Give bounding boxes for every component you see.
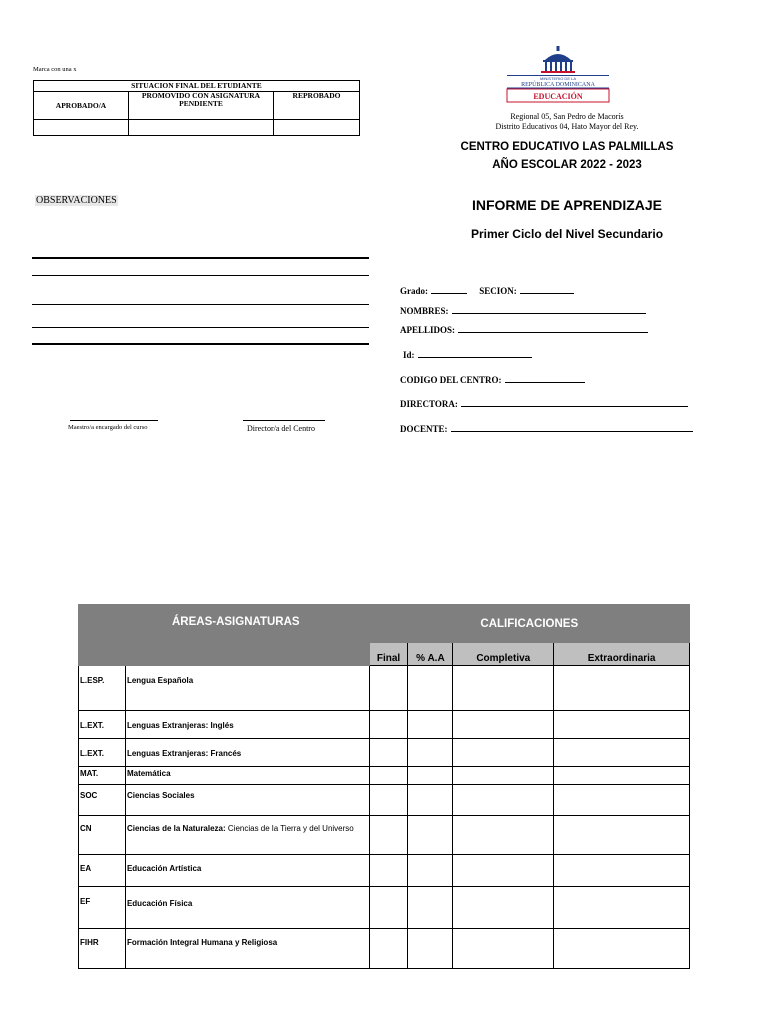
apellidos-label: APELLIDOS:	[400, 325, 456, 335]
grade-cell[interactable]	[453, 785, 554, 816]
grade-cell[interactable]	[369, 855, 408, 887]
cell-promovido[interactable]	[129, 120, 274, 136]
calificaciones-header: CALIFICACIONES	[369, 605, 689, 643]
obs-line[interactable]	[32, 304, 369, 305]
table-row	[79, 785, 690, 816]
row-subject-name: Educación Artística	[126, 864, 202, 873]
svg-text:EDUCACIÓN: EDUCACIÓN	[533, 92, 583, 101]
row-subject-name: Lengua Española	[126, 676, 194, 685]
directora-line[interactable]	[461, 398, 688, 407]
grade-cell[interactable]	[369, 785, 408, 816]
grade-cell[interactable]	[369, 767, 408, 785]
grade-cell[interactable]	[369, 887, 408, 929]
grade-cell[interactable]	[369, 929, 408, 969]
row-subject	[125, 767, 369, 785]
col-aprobado: APROBADO/A	[34, 92, 129, 120]
grade-cell[interactable]	[369, 711, 408, 739]
grade-cell[interactable]	[369, 816, 408, 855]
grade-cell[interactable]	[453, 816, 554, 855]
marca-note: Marca con una x	[33, 66, 77, 73]
docente-line[interactable]	[451, 423, 693, 432]
directora-label: DIRECTORA:	[400, 399, 458, 409]
row-subject	[125, 887, 369, 929]
id-field[interactable]	[403, 349, 532, 360]
grade-cell[interactable]	[408, 816, 453, 855]
row-subject-name: Lenguas Extranjeras: Inglés	[126, 721, 234, 730]
codigo-line[interactable]	[505, 374, 585, 383]
col-reprobado: REPROBADO	[274, 92, 360, 120]
row-subject	[125, 739, 369, 767]
grade-cell[interactable]	[554, 785, 690, 816]
grades-table	[78, 604, 690, 969]
grade-cell[interactable]	[408, 739, 453, 767]
row-subject	[125, 929, 369, 969]
svg-text:MINISTERIO DE LA: MINISTERIO DE LA	[539, 76, 577, 81]
obs-line[interactable]	[32, 343, 369, 345]
observaciones-label: OBSERVACIONES	[36, 195, 117, 206]
table-row	[79, 855, 690, 887]
director-signature-line	[243, 420, 325, 421]
situation-table	[33, 80, 360, 136]
distrito-text: Distrito Educativos 04, Hato Mayor del Rey.	[495, 122, 639, 131]
school-year: AÑO ESCOLAR 2022 - 2023	[492, 159, 642, 171]
grade-cell[interactable]	[453, 887, 554, 929]
grade-cell[interactable]	[453, 767, 554, 785]
grade-cell[interactable]	[453, 739, 554, 767]
table-row	[79, 739, 690, 767]
ministry-seal-icon	[493, 44, 623, 104]
director-signature-label: Director/a del Centro	[247, 424, 315, 433]
maestro-signature-line	[70, 420, 158, 421]
areas-header: ÁREAS-ASIGNATURAS	[79, 605, 370, 666]
report-subtitle: Primer Ciclo del Nivel Secundario	[470, 227, 664, 241]
row-subject-name: Lenguas Extranjeras: Francés	[126, 749, 242, 758]
grade-cell[interactable]	[453, 855, 554, 887]
row-code: CN	[79, 816, 126, 855]
table-row	[79, 929, 690, 969]
grade-cell[interactable]	[453, 666, 554, 711]
col-final: Final	[369, 643, 408, 666]
grade-cell[interactable]	[453, 711, 554, 739]
grade-cell[interactable]	[408, 767, 453, 785]
row-subject-extra: Ciencias de la Tierra y del Universo	[227, 824, 354, 833]
row-subject-name: Ciencias de la Naturaleza:	[126, 824, 226, 833]
col-completiva: Completiva	[453, 643, 554, 666]
codigo-field[interactable]	[400, 374, 585, 385]
grado-label: Grado:	[400, 286, 428, 296]
school-name: CENTRO EDUCATIVO LAS PALMILLAS	[460, 141, 674, 153]
row-subject	[125, 785, 369, 816]
grade-cell[interactable]	[554, 666, 690, 711]
row-code: FIHR	[79, 929, 126, 969]
education-logo	[493, 44, 623, 104]
row-code: EF	[79, 887, 126, 929]
row-subject-name: Formación Integral Humana y Religiosa	[126, 938, 278, 947]
regional-text: Regional 05, San Pedro de Macorís	[510, 112, 624, 121]
table-row	[79, 816, 690, 855]
grade-cell[interactable]	[408, 855, 453, 887]
grade-cell[interactable]	[408, 887, 453, 929]
id-label: Id:	[403, 350, 415, 360]
grado-line[interactable]	[431, 285, 467, 294]
col-promovido: PROMOVIDO CON ASIGNATURA PENDIENTE	[129, 92, 274, 120]
docente-field[interactable]	[400, 423, 693, 434]
obs-line[interactable]	[32, 327, 369, 328]
apellidos-field[interactable]	[400, 324, 648, 335]
row-code: MAT.	[79, 767, 126, 785]
row-code: L.EXT.	[79, 739, 126, 767]
cell-reprobado[interactable]	[274, 120, 360, 136]
row-subject	[125, 816, 369, 855]
row-code: L.ESP.	[79, 666, 126, 711]
row-code: SOC	[79, 785, 126, 816]
obs-line[interactable]	[32, 275, 369, 276]
grade-cell[interactable]	[554, 816, 690, 855]
table-row	[79, 767, 690, 785]
grade-cell[interactable]	[453, 929, 554, 969]
situation-title: SITUACION FINAL DEL ETUDIANTE	[34, 81, 360, 92]
row-subject-name: Ciencias Sociales	[126, 791, 195, 800]
grade-cell[interactable]	[554, 887, 690, 929]
row-subject-name: Matemática	[126, 769, 171, 778]
grade-cell[interactable]	[554, 855, 690, 887]
docente-label: DOCENTE:	[400, 424, 448, 434]
row-subject-name: Educación Física	[126, 899, 193, 908]
nombres-line[interactable]	[452, 305, 646, 314]
table-row	[79, 666, 690, 711]
obs-line[interactable]	[32, 257, 369, 259]
grade-cell[interactable]	[408, 666, 453, 711]
grade-cell[interactable]	[554, 929, 690, 969]
col-extraordinaria: Extraordinaria	[554, 643, 690, 666]
grade-cell[interactable]	[408, 785, 453, 816]
row-code: EA	[79, 855, 126, 887]
nombres-field[interactable]	[400, 305, 646, 316]
secion-label: SECION:	[479, 286, 517, 296]
row-subject	[125, 855, 369, 887]
id-line[interactable]	[418, 349, 532, 358]
grado-field[interactable]	[400, 285, 574, 296]
grade-cell[interactable]	[554, 767, 690, 785]
row-subject	[125, 666, 369, 711]
apellidos-line[interactable]	[458, 324, 648, 333]
grade-cell[interactable]	[408, 711, 453, 739]
grade-cell[interactable]	[554, 739, 690, 767]
table-row	[79, 711, 690, 739]
report-title: INFORME DE APRENDIZAJE	[471, 197, 663, 213]
row-code: L.EXT.	[79, 711, 126, 739]
secion-line[interactable]	[520, 285, 574, 294]
grade-cell[interactable]	[408, 929, 453, 969]
table-row	[79, 887, 690, 929]
row-subject	[125, 711, 369, 739]
cell-aprobado[interactable]	[34, 120, 129, 136]
col-porcentaje-aa: % A.A	[408, 643, 453, 666]
nombres-label: NOMBRES:	[400, 306, 449, 316]
grade-cell[interactable]	[369, 739, 408, 767]
codigo-label: CODIGO DEL CENTRO:	[400, 375, 502, 385]
directora-field[interactable]	[400, 398, 688, 409]
svg-text:REPÚBLICA DOMINICANA: REPÚBLICA DOMINICANA	[521, 82, 595, 88]
maestro-signature-label: Maestro/a encargado del curso	[68, 424, 148, 431]
grade-cell[interactable]	[369, 666, 408, 711]
grade-cell[interactable]	[554, 711, 690, 739]
